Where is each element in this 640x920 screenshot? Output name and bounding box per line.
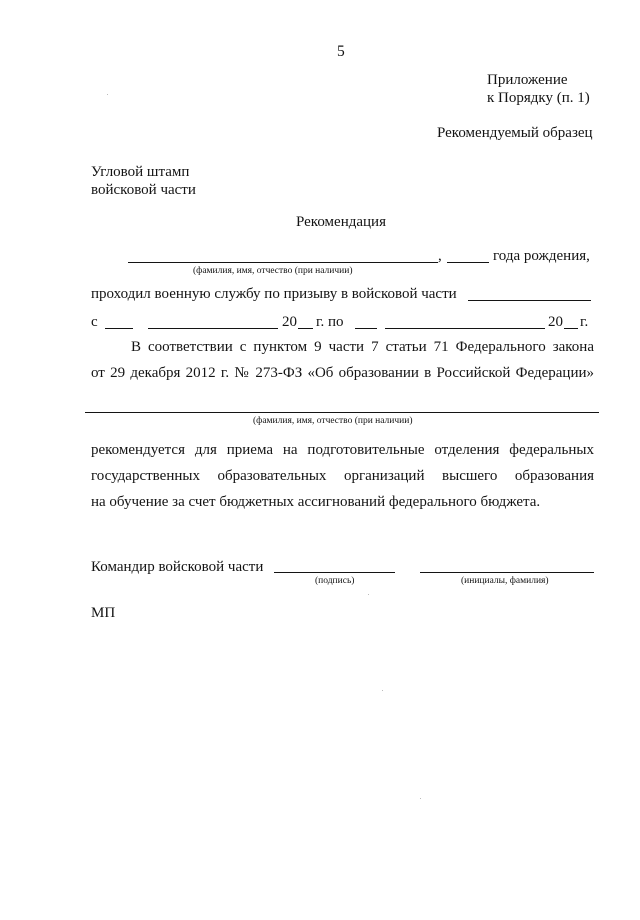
day-blank-2	[355, 328, 377, 329]
year-blank-1	[298, 328, 313, 329]
stamp-line-1: Угловой штамп	[91, 164, 190, 180]
unit-blank	[468, 300, 591, 301]
appendix-title: Приложение	[487, 72, 568, 88]
recommend-line-3: на обучение за счет бюджетных ассигнований федерального бюджета.	[91, 494, 541, 510]
fio-caption: (фамилия, имя, отчество (при наличии)	[193, 266, 353, 276]
day-blank-1	[105, 328, 133, 329]
scan-speck	[368, 594, 369, 595]
period-to: г. по	[316, 314, 344, 330]
appendix-reference: к Порядку (п. 1)	[487, 90, 590, 106]
fio-caption-2: (фамилия, имя, отчество (при наличии)	[253, 416, 413, 426]
seal-label: МП	[91, 605, 116, 621]
law-paragraph-line-1: В соответствии с пунктом 9 части 7 статьи 71 Федерального закона	[131, 339, 594, 355]
year-prefix-1: 20	[282, 314, 297, 330]
birth-year-blank	[447, 262, 489, 263]
law-paragraph-line-2: от 29 декабря 2012 г. № 273-ФЗ «Об образовании в Российской Федерации»	[91, 365, 594, 381]
scan-speck	[420, 798, 421, 799]
commander-label: Командир войсковой части	[91, 559, 264, 575]
page-number: 5	[337, 43, 345, 60]
document-title: Рекомендация	[296, 214, 386, 230]
year-blank-2	[564, 328, 578, 329]
sample-label: Рекомендуемый образец	[437, 125, 593, 141]
birth-year-label: года рождения,	[493, 248, 590, 264]
comma: ,	[438, 248, 442, 264]
year-prefix-2: 20	[548, 314, 563, 330]
signature-blank	[274, 572, 395, 573]
name-blank	[420, 572, 594, 573]
signature-caption: (подпись)	[315, 576, 355, 586]
stamp-line-2: войсковой части	[91, 182, 196, 198]
scan-speck	[382, 690, 383, 691]
service-text: проходил военную службу по призыву в войсковой части	[91, 286, 457, 302]
fio-blank-2	[85, 412, 599, 413]
period-year-end: г.	[580, 314, 589, 330]
month-blank-2	[385, 328, 545, 329]
recommend-line-2: государственных образовательных организаций высшего образования	[91, 468, 594, 484]
recommend-line-1: рекомендуется для приема на подготовительные отделения федеральных	[91, 442, 594, 458]
fio-blank	[128, 262, 438, 263]
scan-speck	[107, 94, 108, 95]
period-from: с	[91, 314, 98, 330]
month-blank-1	[148, 328, 278, 329]
name-caption: (инициалы, фамилия)	[461, 576, 549, 586]
